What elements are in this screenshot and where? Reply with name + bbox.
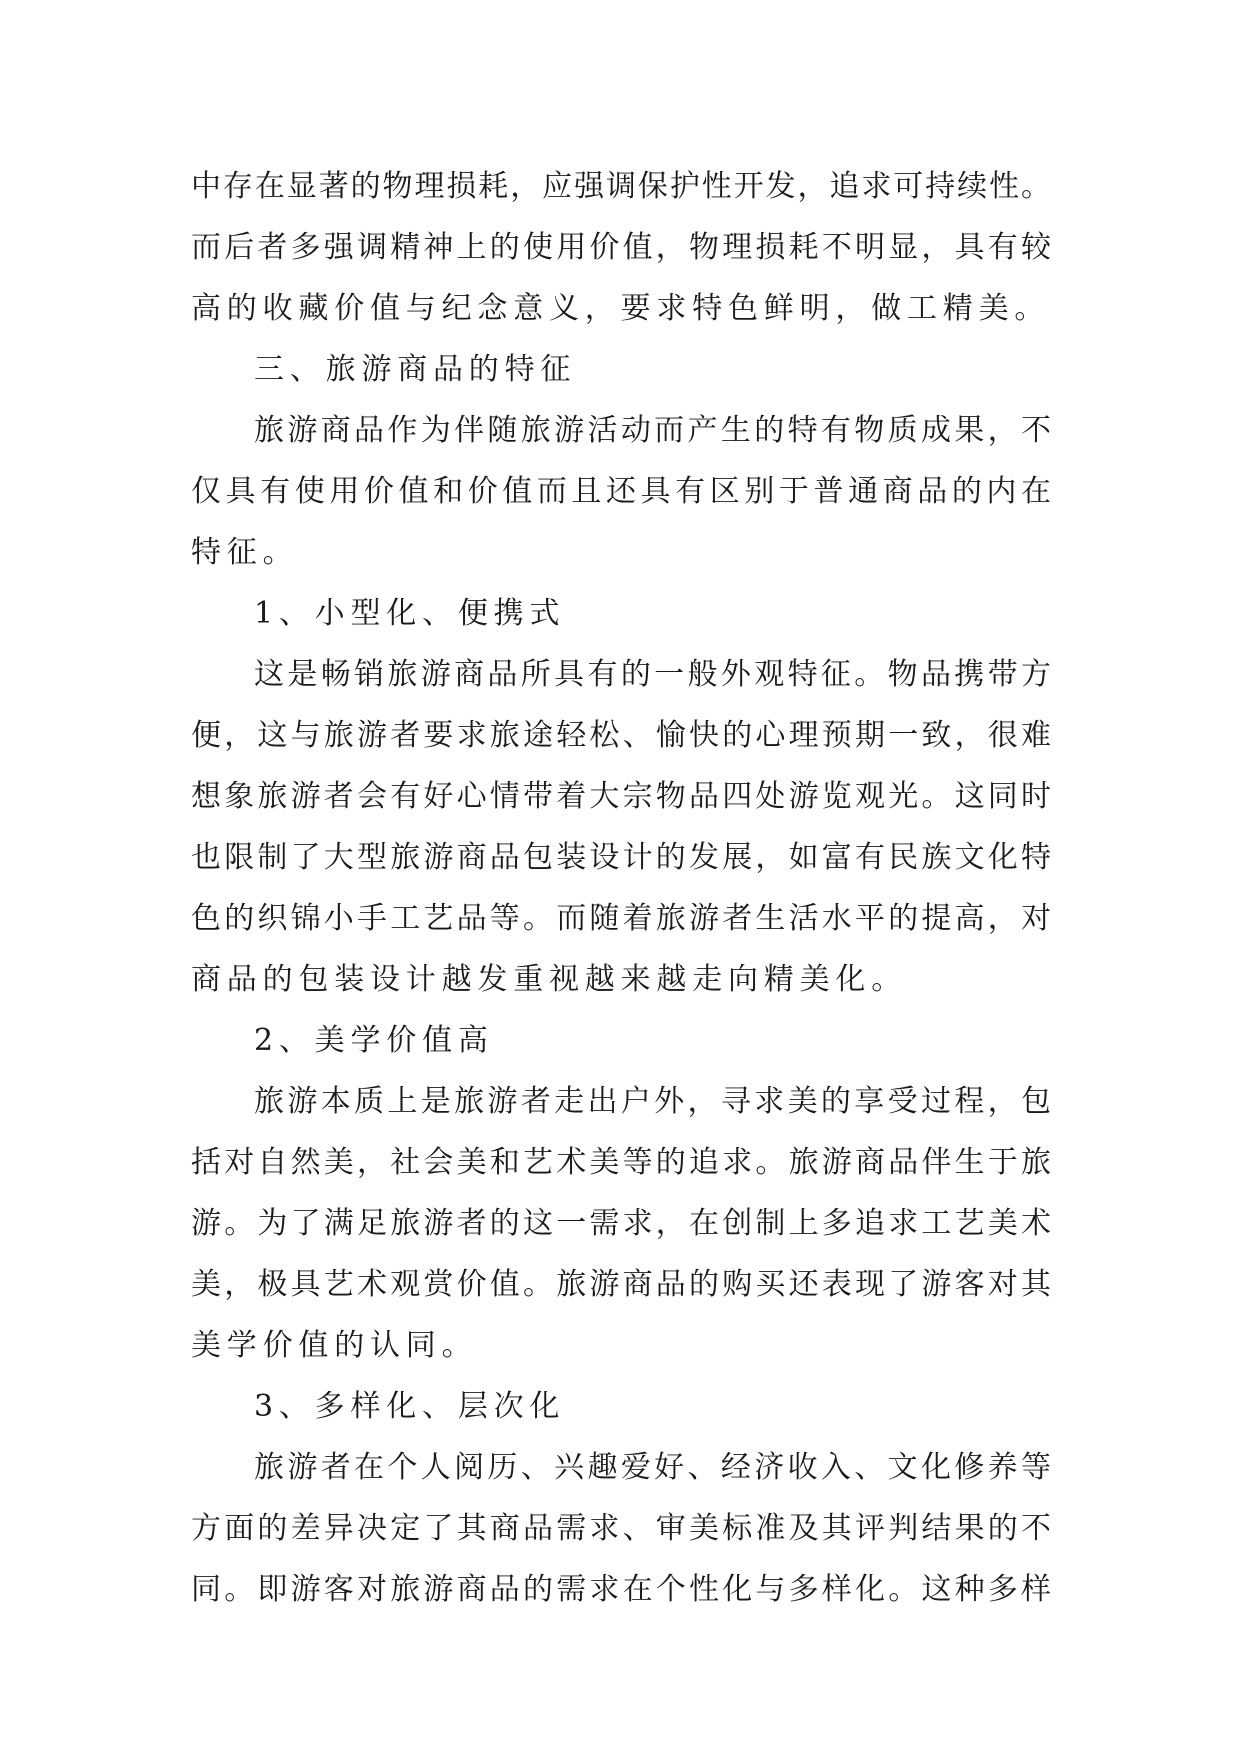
text-line: 旅游者在个人阅历、兴趣爱好、经济收入、文化修养等 — [254, 1450, 1051, 1485]
text-line: 旅游本质上是旅游者走出户外，寻求美的享受过程，包 — [254, 1084, 1051, 1119]
text-line: 同。即游客对旅游商品的需求在个性化与多样化。这种多样 — [191, 1572, 1051, 1607]
text-line: 仅具有使用价值和价值而且还具有区别于普通商品的内在 — [191, 474, 1051, 509]
subsection-heading: 1、小型化、便携式 — [254, 596, 566, 631]
text-line: 也限制了大型旅游商品包装设计的发展，如富有民族文化特 — [191, 840, 1051, 875]
text-line: 高的收藏价值与纪念意义，要求特色鲜明，做工精美。 — [191, 291, 1051, 326]
text-line: 特征。 — [191, 535, 299, 570]
text-line: 美学价值的认同。 — [191, 1328, 478, 1363]
text-line: 旅游商品作为伴随旅游活动而产生的特有物质成果，不 — [254, 413, 1051, 448]
text-line: 美，极具艺术观赏价值。旅游商品的购买还表现了游客对其 — [191, 1267, 1051, 1302]
text-line: 括对自然美，社会美和艺术美等的追求。旅游商品伴生于旅 — [191, 1145, 1051, 1180]
text-line: 游。为了满足旅游者的这一需求，在创制上多追求工艺美术 — [191, 1206, 1051, 1241]
text-line: 这是畅销旅游商品所具有的一般外观特征。物品携带方 — [254, 657, 1051, 692]
text-line: 想象旅游者会有好心情带着大宗物品四处游览观光。这同时 — [191, 779, 1051, 814]
subsection-heading: 3、多样化、层次化 — [254, 1389, 566, 1424]
text-line: 中存在显著的物理损耗，应强调保护性开发，追求可持续性。 — [191, 169, 1051, 204]
subsection-heading: 2、美学价值高 — [254, 1023, 494, 1058]
text-line: 商品的包装设计越发重视越来越走向精美化。 — [191, 962, 907, 997]
text-line: 方面的差异决定了其商品需求、审美标准及其评判结果的不 — [191, 1511, 1051, 1546]
section-heading: 三、旅游商品的特征 — [254, 352, 577, 387]
text-line: 而后者多强调精神上的使用价值，物理损耗不明显，具有较 — [191, 230, 1051, 265]
text-line: 便，这与旅游者要求旅途轻松、愉快的心理预期一致，很难 — [191, 718, 1051, 753]
text-line: 色的织锦小手工艺品等。而随着旅游者生活水平的提高，对 — [191, 901, 1051, 936]
